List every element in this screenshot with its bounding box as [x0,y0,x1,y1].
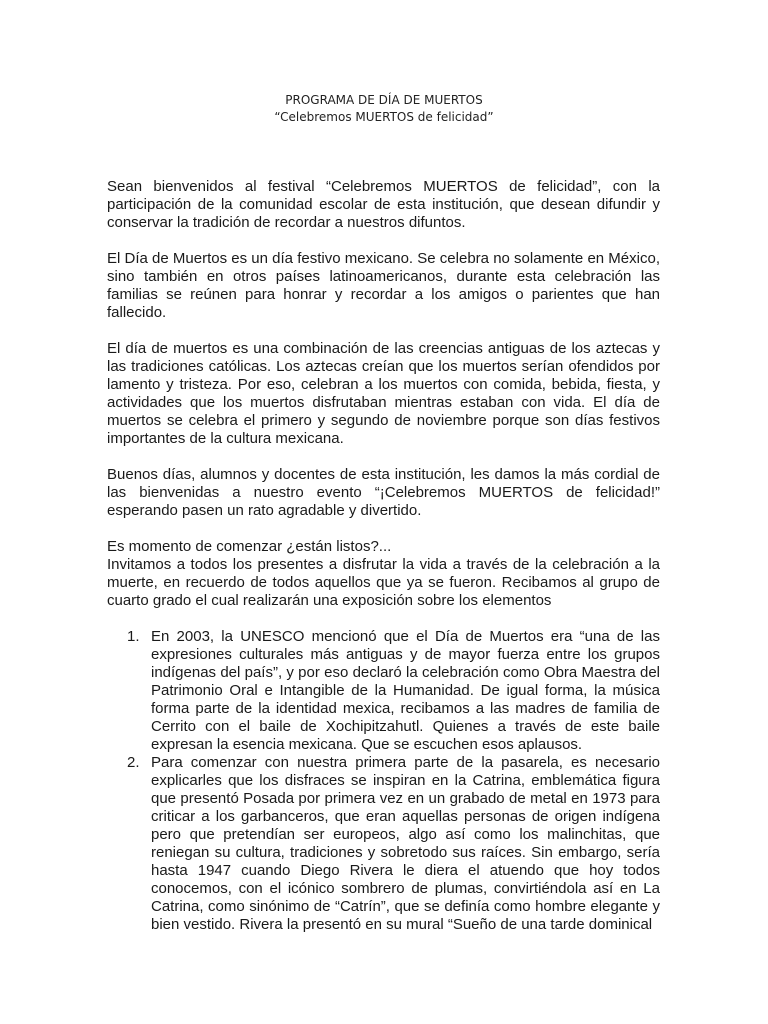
paragraph-invitation: Invitamos a todos los presentes a disfrutar la vida a través de la celebración a la muerte, en recuerdo de todos aquellos que ya se fueron. Recibamos al grupo de cuarto grado el cual realizarán una exposición sobre los elementos [107,556,660,609]
numbered-list [107,628,660,934]
list-item [107,628,660,754]
list-item-number: 1. [127,628,140,645]
document-subtitle: “Celebremos MUERTOS de felicidad” [274,110,494,124]
paragraph-day-of-dead: El Día de Muertos es un día festivo mexicano. Se celebra no solamente en México, sino también en otros países latinoamericanos, durante esta celebración las familias se reúnen para honrar y recordar a los amigos o parientes que han fallecido. [107,250,660,321]
list-item-number: 2. [127,754,140,771]
paragraph-start: Es momento de comenzar ¿están listos?... [107,538,392,555]
paragraph-greeting: Buenos días, alumnos y docentes de esta institución, les damos la más cordial de las bienvenidas a nuestro evento “¡Celebremos MUERTOS de felicidad!” esperando pasen un rato agradable y divertido. [107,466,660,519]
list-item-text: Para comenzar con nuestra primera parte de la pasarela, es necesario explicarles que los disfraces se inspiran en la Catrina, emblemática figura que presentó Posada por primera vez en un grabado de metal en 1973 para criticar a los garbanceros, que eran aquellas personas de origen indígena pero que pretendían ser europeos, algo así como los malinchitas, que reniegan su cultura, tradiciones y sobretodo sus raíces. Sin embargo, sería hasta 1947 cuando Diego Rivera le diera el atuendo que hoy todos conocemos, con el icónico sombrero de plumas, convirtiéndola así en La Catrina, como sinónimo de “Catrín”, que se definía como hombre elegante y bien vestido. Rivera la presentó en su mural “Sueño de una tarde dominical [151,754,660,933]
list-item-text: En 2003, la UNESCO mencionó que el Día de Muertos era “una de las expresiones culturales más antiguas y de mayor fuerza entre los grupos indígenas del país”, y por eso declaró la celebración como Obra Maestra del Patrimonio Oral e Intangible de la Humanidad. De igual forma, la música forma parte de la identidad mexica, recibamos a las madres de familia de Cerrito con el baile de Xochipitzahutl. Quienes a través de este baile expresan la esencia mexicana. Que se escuchen esos aplausos. [151,628,660,753]
document-body [107,178,660,934]
paragraph-welcome: Sean bienvenidos al festival “Celebremos MUERTOS de felicidad”, con la participación de la comunidad escolar de esta institución, que desean difundir y conservar la tradición de recordar a nuestros difuntos. [107,178,660,231]
paragraph-origins: El día de muertos es una combinación de las creencias antiguas de los aztecas y las tradiciones católicas. Los aztecas creían que los muertos serían ofendidos por lamento y tristeza. Por eso, celebran a los muertos con comida, bebida, fiesta, y actividades que los muertos disfrutaban mientras estaban con vida. El día de muertos se celebra el primero y segundo de noviembre porque son días festivos importantes de la cultura mexicana. [107,340,660,447]
list-item [107,754,660,934]
document-title: PROGRAMA DE DÍA DE MUERTOS [285,93,483,107]
document-header [0,92,768,126]
